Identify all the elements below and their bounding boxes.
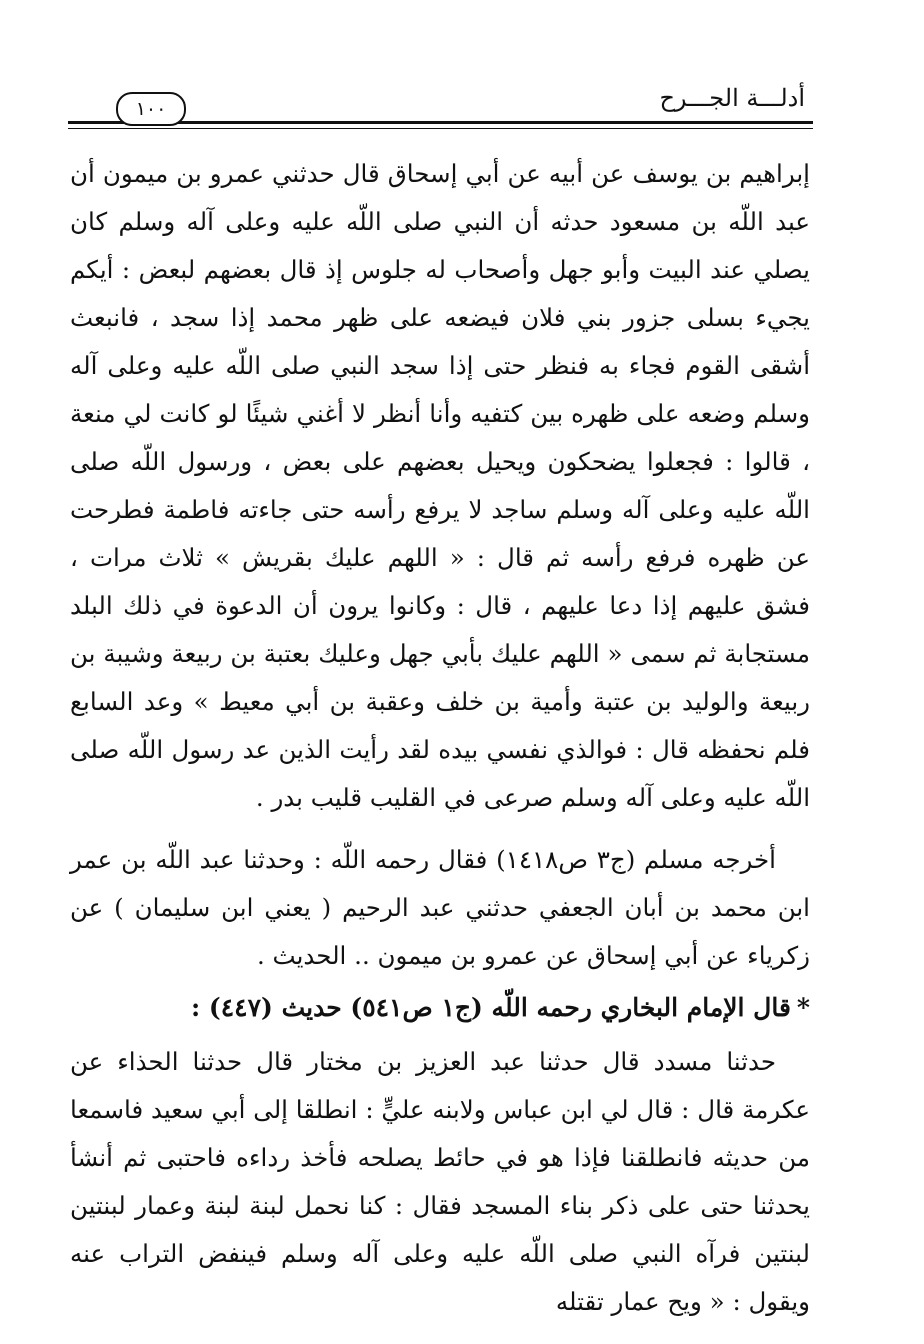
paragraph-takhrij: أخرجه مسلم (ج٣ ص١٤١٨) فقال رحمه اللّه : وحدثنا عبد اللّه بن عمر ابن محمد بن أبان الجعفي حدثني عبد الرحيم ( يعني ابن سليمان ) عن زكرياء عن أبي إسحاق عن عمرو بن ميمون .. الحديث . [70, 845, 810, 970]
running-title: أدلـــة الجـــرح [659, 84, 805, 112]
page-body [70, 150, 810, 1326]
page-header [68, 78, 813, 130]
section-heading [70, 984, 810, 1032]
header-rule-thin [68, 128, 813, 129]
heading-text: قال الإمام البخاري رحمه اللّه (ج١ ص٥٤١) حديث (٤٤٧) : [190, 993, 791, 1022]
page-number: ١٠٠ [116, 92, 186, 126]
heading-star: * [796, 993, 810, 1022]
paragraph-hadith-text: إبراهيم بن يوسف عن أبيه عن أبي إسحاق قال حدثني عمرو بن ميمون أن عبد اللّه بن مسعود حدثه أن النبي صلى اللّه عليه وعلى آله وسلم كان يصلي عند البيت وأبو جهل وأصحاب له جلوس إذ قال بعضهم لبعض : أيكم يجيء بسلى جزور بني فلان فيضعه على ظهر محمد إذا سجد ، فانبعث أشقى القوم فجاء به فنظر حتى إذا سجد النبي صلى اللّه عليه وعلى آله وسلم وضعه على ظهره بين كتفيه وأنا أنظر لا أغني شيئًا لو كانت لي منعة ، قالوا : فجعلوا يضحكون ويحيل بعضهم على بعض ، ورسول اللّه صلى اللّه عليه وعلى آله وسلم ساجد لا يرفع رأسه حتى جاءته فاطمة فطرحت عن ظهره فرفع رأسه ثم قال : « اللهم عليك بقريش » ثلاث مرات ، فشق عليهم إذا دعا عليهم ، قال : وكانوا يرون أن الدعوة في ذلك البلد مستجابة ثم سمى « اللهم عليك بأبي جهل وعليك بعتبة بن ربيعة وشيبة بن ربيعة والوليد بن عتبة وأمية بن خلف وعقبة بن أبي معيط » وعد السابع فلم نحفظه قال : فوالذي نفسي بيده لقد رأيت الذين عد رسول اللّه صلى اللّه عليه وعلى آله وسلم صرعى في القليب قليب بدر . [70, 159, 810, 812]
paragraph-bukhari-hadith: حدثنا مسدد قال حدثنا عبد العزيز بن مختار قال حدثنا الحذاء عن عكرمة قال : قال لي ابن عباس ولابنه عليٍّ : انطلقا إلى أبي سعيد فاسمعا من حديثه فانطلقنا فإذا هو في حائط يصلحه فأخذ رداءه فاحتبى ثم أنشأ يحدثنا حتى على ذكر بناء المسجد فقال : كنا نحمل لبنة لبنة وعمار لبنتين لبنتين فرآه النبي صلى اللّه عليه وعلى آله وسلم فينفض التراب عنه ويقول : « ويح عمار تقتله [70, 1047, 810, 1316]
